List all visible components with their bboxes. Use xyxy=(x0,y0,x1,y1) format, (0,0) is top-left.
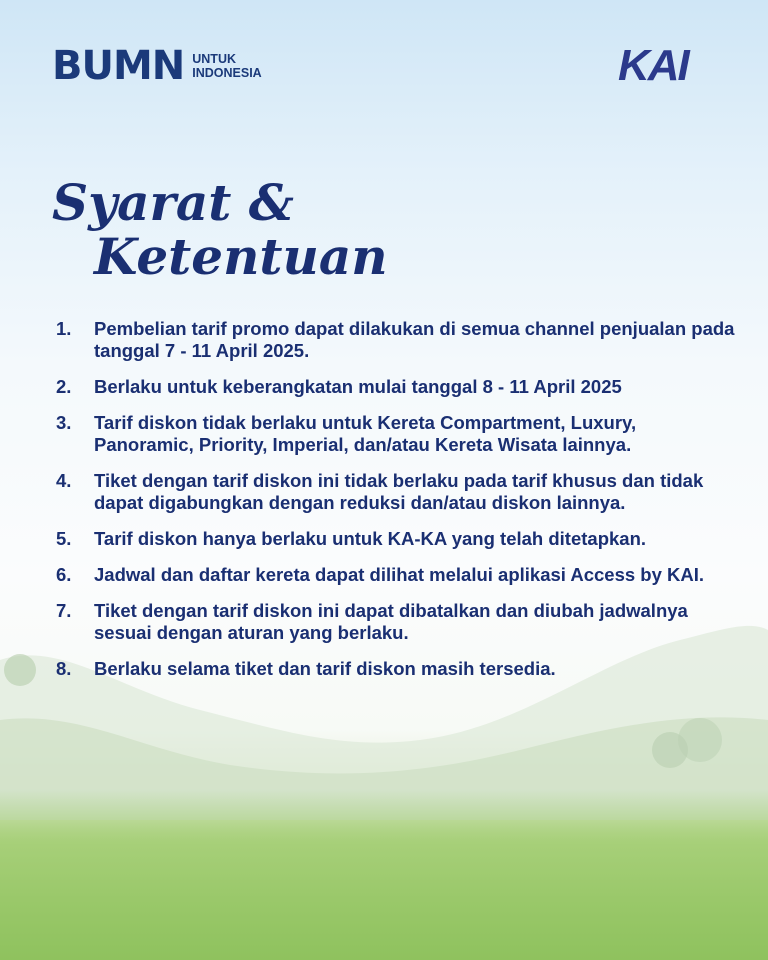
bumn-tagline-line2: INDONESIA xyxy=(192,66,262,80)
term-item xyxy=(56,376,736,398)
term-text: Tarif diskon tidak berlaku untuk Kereta Compartment, Luxury, Panoramic, Priority, Imperial, dan/atau Kereta Wisata lainnya. xyxy=(94,412,637,455)
term-text: Tarif diskon hanya berlaku untuk KA-KA yang telah ditetapkan. xyxy=(94,528,647,549)
term-text: Berlaku untuk keberangkatan mulai tanggal 8 - 11 April 2025 xyxy=(94,376,622,397)
term-number: 2. xyxy=(56,376,72,397)
term-text: Tiket dengan tarif diskon ini dapat dibatalkan dan diubah jadwalnya sesuai dengan aturan yang berlaku. xyxy=(94,600,688,643)
term-number: 8. xyxy=(56,658,72,679)
term-text: Berlaku selama tiket dan tarif diskon masih tersedia. xyxy=(94,658,556,679)
term-number: 3. xyxy=(56,412,72,433)
kai-logo: KAI xyxy=(618,41,688,90)
title-line1: Syarat & xyxy=(52,173,294,232)
bumn-logo-mark: BUMN xyxy=(52,43,185,89)
term-item xyxy=(56,318,736,362)
term-text: Jadwal dan daftar kereta dapat dilihat melalui aplikasi Access by KAI. xyxy=(94,564,705,585)
page-title xyxy=(52,173,388,286)
term-number: 7. xyxy=(56,600,72,621)
term-item xyxy=(56,600,736,644)
term-item xyxy=(56,528,736,550)
term-item xyxy=(56,412,736,456)
bumn-logo xyxy=(52,44,262,88)
grass-field xyxy=(0,790,768,960)
bumn-tagline-line1: UNTUK xyxy=(192,52,236,66)
terms-list xyxy=(56,318,736,694)
term-number: 5. xyxy=(56,528,72,549)
term-item xyxy=(56,564,736,586)
bumn-logo-tagline xyxy=(192,52,261,80)
term-text: Tiket dengan tarif diskon ini tidak berlaku pada tarif khusus dan tidak dapat digabungkan dengan reduksi dan/atau diskon lainnya. xyxy=(94,470,704,513)
term-item xyxy=(56,470,736,514)
term-item xyxy=(56,658,736,680)
term-number: 1. xyxy=(56,318,72,339)
term-number: 6. xyxy=(56,564,72,585)
title-line2: Ketentuan xyxy=(94,227,388,286)
term-number: 4. xyxy=(56,470,72,491)
term-text: Pembelian tarif promo dapat dilakukan di semua channel penjualan pada tanggal 7 - 11 April 2025. xyxy=(94,318,735,361)
